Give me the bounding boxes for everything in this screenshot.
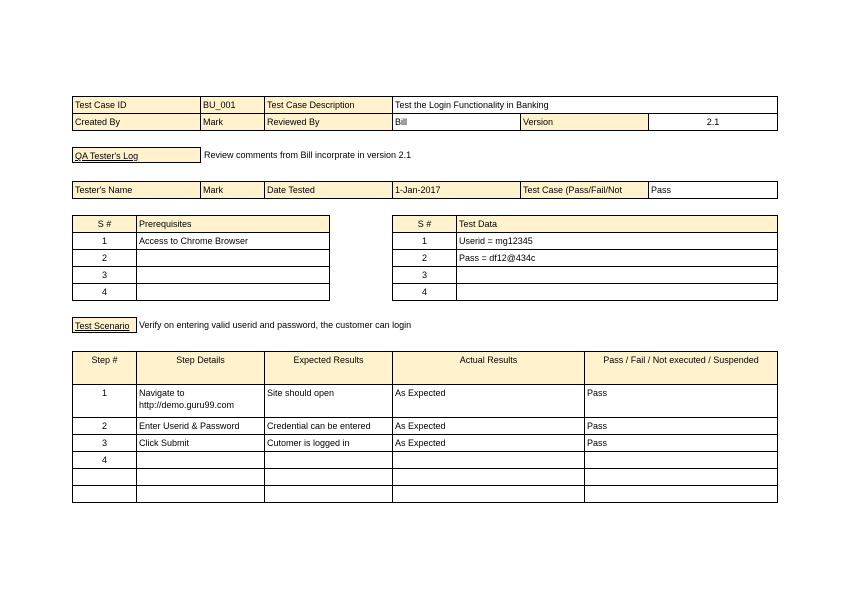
table-row bbox=[393, 216, 778, 233]
version-value: 2.1 bbox=[649, 114, 778, 131]
table-row bbox=[73, 97, 778, 114]
table-row bbox=[73, 284, 330, 301]
test-data-num: 2 bbox=[393, 250, 457, 267]
step-actual: As Expected bbox=[393, 435, 585, 452]
tester-table bbox=[72, 181, 778, 199]
steps-col-details: Step Details bbox=[137, 352, 265, 385]
table-row bbox=[73, 250, 330, 267]
test-case-desc-label: Test Case Description bbox=[265, 97, 393, 114]
step-details: Click Submit bbox=[137, 435, 265, 452]
steps-col-status: Pass / Fail / Not executed / Suspended bbox=[585, 352, 778, 385]
step-status: Pass bbox=[585, 385, 778, 418]
step-expected bbox=[265, 486, 393, 503]
prereq-num: 4 bbox=[73, 284, 137, 301]
test-scenario-text: Verify on entering valid userid and password, the customer can login bbox=[139, 320, 412, 330]
test-case-desc-value: Test the Login Functionality in Banking bbox=[393, 97, 778, 114]
table-row bbox=[73, 216, 330, 233]
date-tested-label: Date Tested bbox=[265, 182, 393, 199]
test-scenario-label bbox=[72, 317, 137, 333]
step-expected: Cutomer is logged in bbox=[265, 435, 393, 452]
step-status bbox=[585, 469, 778, 486]
qa-log-label-text: QA Tester's Log bbox=[75, 151, 139, 161]
table-row bbox=[73, 486, 778, 503]
step-actual bbox=[393, 486, 585, 503]
test-data-text bbox=[457, 267, 778, 284]
table-row bbox=[73, 452, 778, 469]
table-row bbox=[73, 352, 778, 385]
step-expected bbox=[265, 452, 393, 469]
step-status bbox=[585, 452, 778, 469]
test-data-text bbox=[457, 284, 778, 301]
steps-col-expected: Expected Results bbox=[265, 352, 393, 385]
test-data-text: Pass = df12@434c bbox=[457, 250, 778, 267]
prereq-num: 3 bbox=[73, 267, 137, 284]
prereq-text bbox=[137, 267, 330, 284]
test-result-label: Test Case (Pass/Fail/Not bbox=[521, 182, 649, 199]
step-status bbox=[585, 486, 778, 503]
prereq-col-title: Prerequisites bbox=[137, 216, 330, 233]
created-by-value: Mark bbox=[201, 114, 265, 131]
header-table bbox=[72, 96, 778, 131]
test-scenario-label-text: Test Scenario bbox=[75, 321, 130, 331]
date-tested-value: 1-Jan-2017 bbox=[393, 182, 521, 199]
table-row bbox=[393, 250, 778, 267]
step-actual bbox=[393, 452, 585, 469]
step-actual: As Expected bbox=[393, 385, 585, 418]
step-num: 4 bbox=[73, 452, 137, 469]
step-actual bbox=[393, 469, 585, 486]
step-expected bbox=[265, 469, 393, 486]
step-details: Enter Userid & Password bbox=[137, 418, 265, 435]
step-expected: Credential can be entered bbox=[265, 418, 393, 435]
test-data-num: 3 bbox=[393, 267, 457, 284]
prerequisites-table bbox=[72, 215, 330, 301]
step-status: Pass bbox=[585, 418, 778, 435]
test-data-num: 1 bbox=[393, 233, 457, 250]
table-row bbox=[73, 114, 778, 131]
step-num: 1 bbox=[73, 385, 137, 418]
test-data-text: Userid = mg12345 bbox=[457, 233, 778, 250]
prereq-text bbox=[137, 284, 330, 301]
table-row bbox=[73, 469, 778, 486]
prereq-text: Access to Chrome Browser bbox=[137, 233, 330, 250]
table-row bbox=[73, 385, 778, 418]
step-num: 3 bbox=[73, 435, 137, 452]
test-data-num: 4 bbox=[393, 284, 457, 301]
reviewed-by-label: Reviewed By bbox=[265, 114, 393, 131]
tester-name-label: Tester's Name bbox=[73, 182, 201, 199]
table-row bbox=[73, 435, 778, 452]
test-result-value: Pass bbox=[649, 182, 778, 199]
table-row bbox=[393, 233, 778, 250]
table-row bbox=[73, 233, 330, 250]
tester-name-value: Mark bbox=[201, 182, 265, 199]
prereq-num: 1 bbox=[73, 233, 137, 250]
test-case-id-value: BU_001 bbox=[201, 97, 265, 114]
step-actual: As Expected bbox=[393, 418, 585, 435]
qa-log-text: Review comments from Bill incorprate in version 2.1 bbox=[204, 150, 412, 160]
step-num bbox=[73, 469, 137, 486]
reviewed-by-value: Bill bbox=[393, 114, 521, 131]
step-num bbox=[73, 486, 137, 503]
prereq-col-num: S # bbox=[73, 216, 137, 233]
steps-col-actual: Actual Results bbox=[393, 352, 585, 385]
table-row bbox=[393, 284, 778, 301]
qa-log-label bbox=[72, 147, 201, 163]
test-data-col-num: S # bbox=[393, 216, 457, 233]
step-details: Navigate to http://demo.guru99.com bbox=[137, 385, 265, 418]
step-expected: Site should open bbox=[265, 385, 393, 418]
table-row bbox=[393, 267, 778, 284]
table-row bbox=[73, 418, 778, 435]
table-row bbox=[73, 267, 330, 284]
table-row bbox=[73, 182, 778, 199]
test-data-col-title: Test Data bbox=[457, 216, 778, 233]
step-num: 2 bbox=[73, 418, 137, 435]
test-data-table bbox=[392, 215, 778, 301]
created-by-label: Created By bbox=[73, 114, 201, 131]
steps-col-step: Step # bbox=[73, 352, 137, 385]
prereq-text bbox=[137, 250, 330, 267]
version-label: Version bbox=[521, 114, 649, 131]
step-details bbox=[137, 452, 265, 469]
step-status: Pass bbox=[585, 435, 778, 452]
step-details bbox=[137, 469, 265, 486]
test-case-id-label: Test Case ID bbox=[73, 97, 201, 114]
steps-table bbox=[72, 351, 778, 503]
prereq-num: 2 bbox=[73, 250, 137, 267]
step-details bbox=[137, 486, 265, 503]
